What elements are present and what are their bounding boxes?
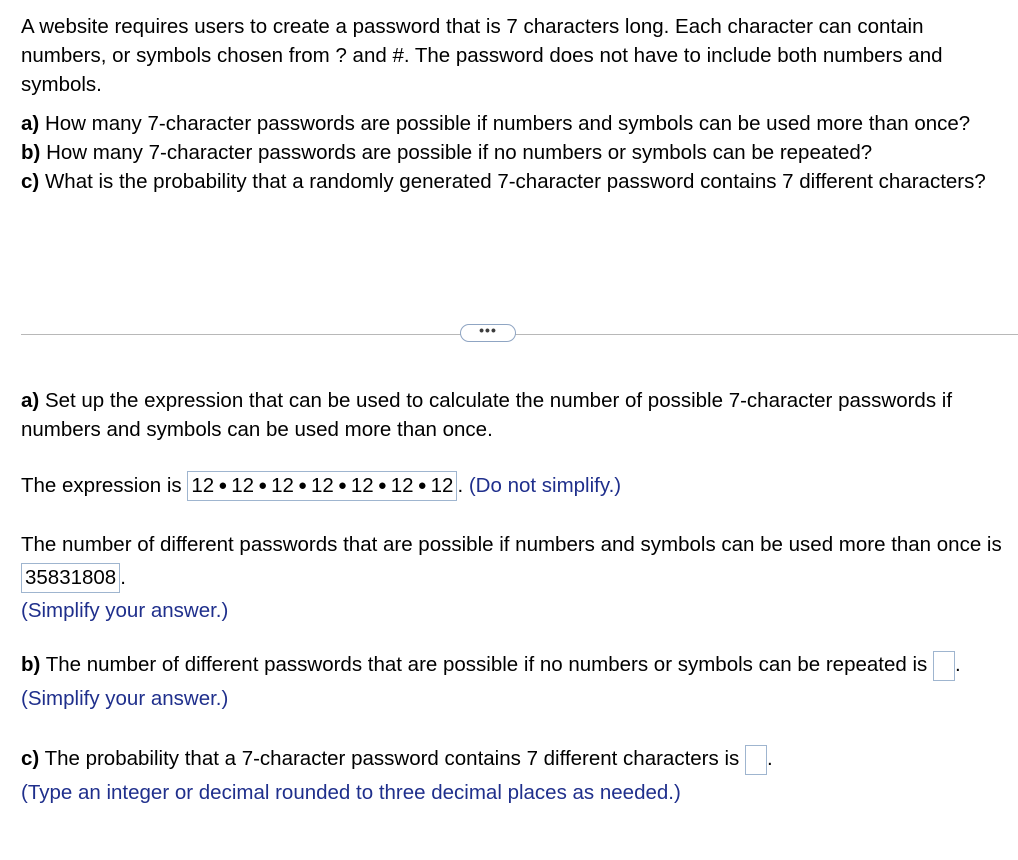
multiply-dot-icon: ● xyxy=(297,477,307,494)
question-part-b-label: b) xyxy=(21,141,41,164)
expression-period: . xyxy=(457,474,464,497)
question-intro: A website requires users to create a password that is 7 characters long. Each character can contain numbers, or symbols chosen from ? and #. The password does not have to include both numbers and symbols. xyxy=(21,15,943,96)
answer-c-row xyxy=(21,742,1011,810)
answer-c-label: c) xyxy=(21,747,40,770)
expression-prefix: The expression is xyxy=(21,474,182,497)
expression-hint: (Do not simplify.) xyxy=(468,474,622,497)
answer-b-input[interactable] xyxy=(933,651,955,681)
expression-term: 12 xyxy=(311,474,334,497)
answer-b-hint: (Simplify your answer.) xyxy=(21,687,229,710)
expression-term: 12 xyxy=(231,474,255,497)
question-part-c-text: What is the probability that a randomly generated 7-character password contains 7 different characters? xyxy=(44,170,986,193)
multiply-dot-icon: ● xyxy=(377,477,387,494)
expression-term: 12 xyxy=(350,474,374,497)
multiply-dot-icon: ● xyxy=(258,477,268,494)
question-part-b xyxy=(21,138,1006,167)
expression-term: 12 xyxy=(191,474,215,497)
question-part-a-text: How many 7-character passwords are possible if numbers and symbols can be used more than once? xyxy=(44,112,971,135)
answer-a-setup-text: Set up the expression that can be used to calculate the number of possible 7-character passwords if numbers and symbols can be used more than once. xyxy=(21,389,953,441)
question-part-a xyxy=(21,109,1006,138)
multiply-dot-icon: ● xyxy=(417,477,427,494)
question-part-a-label: a) xyxy=(21,112,40,135)
answer-a-count-row xyxy=(21,528,1011,627)
answer-a-expression-row xyxy=(21,470,1011,502)
section-divider xyxy=(21,334,1018,335)
answer-b-label: b) xyxy=(21,653,41,676)
answer-c-period: . xyxy=(766,747,773,770)
answer-c-input[interactable] xyxy=(745,745,767,775)
more-options-button[interactable]: ••• xyxy=(460,324,516,342)
question-part-c xyxy=(21,167,1006,196)
answer-a-label: a) xyxy=(21,389,40,412)
multiply-dot-icon: ● xyxy=(337,477,347,494)
answer-b-row xyxy=(21,648,1011,716)
expression-term: 12 xyxy=(430,474,454,497)
expression-answer-box[interactable] xyxy=(187,471,457,501)
expression-term: 12 xyxy=(390,474,414,497)
question-part-b-text: How many 7-character passwords are possible if no numbers or symbols can be repeated? xyxy=(46,141,873,164)
count-hint: (Simplify your answer.) xyxy=(21,599,229,622)
answer-b-period: . xyxy=(954,653,961,676)
answer-c-text: The probability that a 7-character password contains 7 different characters is xyxy=(44,747,740,770)
question-text xyxy=(21,12,1006,196)
expression-term: 12 xyxy=(271,474,294,497)
multiply-dot-icon: ● xyxy=(218,477,228,494)
count-answer-box[interactable]: 35831808 xyxy=(21,563,120,593)
answer-c-hint: (Type an integer or decimal rounded to three decimal places as needed.) xyxy=(21,781,681,804)
count-text: The number of different passwords that are possible if numbers and symbols can be used more than once is xyxy=(21,533,1002,556)
answer-a-setup xyxy=(21,386,1011,444)
question-part-c-label: c) xyxy=(21,170,40,193)
answer-b-text: The number of different passwords that are possible if no numbers or symbols can be repeated is xyxy=(45,653,928,676)
count-period: . xyxy=(120,566,126,589)
